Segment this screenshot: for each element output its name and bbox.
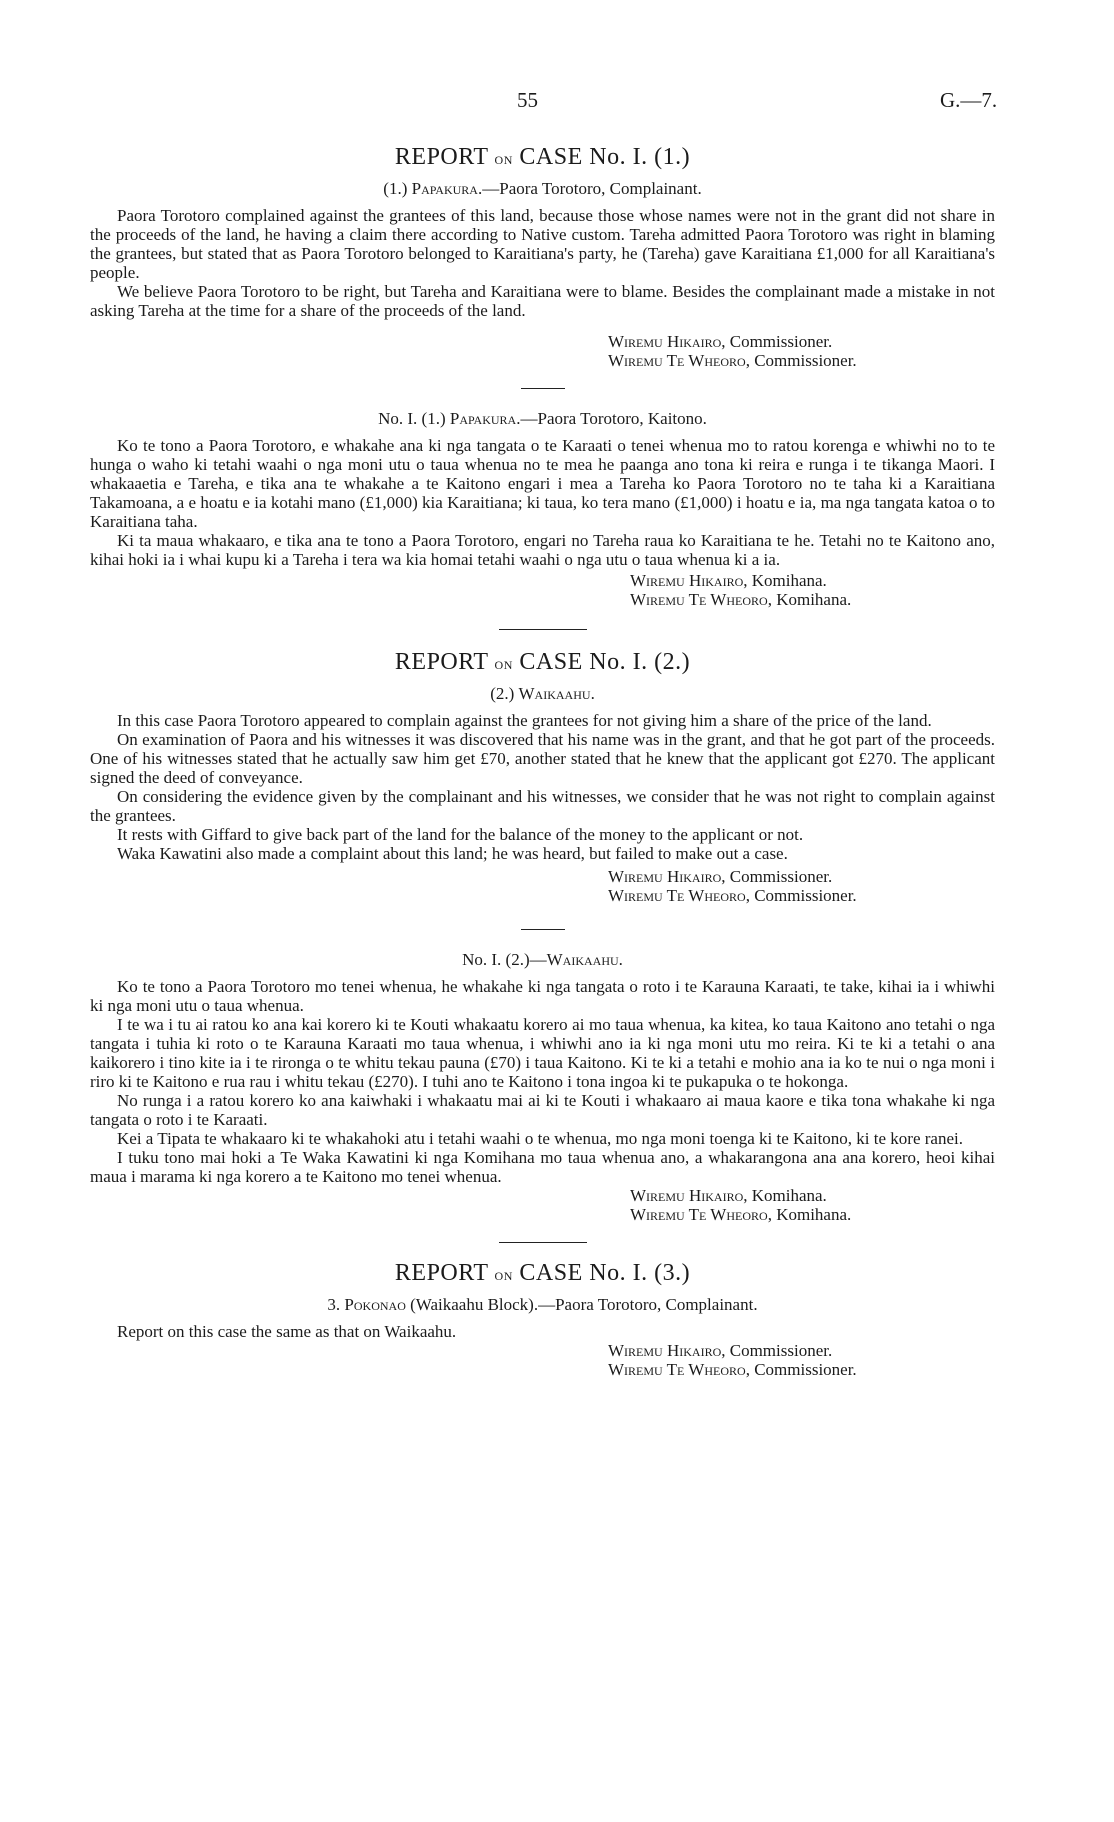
paragraph: On examination of Paora and his witnesses it was discovered that his name was in the grant, and that he got part of the proceeds. One of his witnesses stated that he actually saw him get £70, another stated that he knew that the applicant got £270. The applicant signed the deed of conveyance. xyxy=(90,730,995,787)
section-subtitle: (1.) Papakura.—Paora Torotoro, Complainant. xyxy=(383,179,702,198)
signature-line: Wiremu Hikairo, Commissioner. xyxy=(608,332,833,351)
maori-case-1-2 xyxy=(90,950,995,1224)
section-divider xyxy=(499,1242,587,1243)
section-divider xyxy=(521,929,565,930)
signature-line: Wiremu Te Wheoro, Komihana. xyxy=(630,590,852,609)
signature-line: Wiremu Hikairo, Commissioner. xyxy=(608,1341,833,1360)
section-subtitle: (2.) Waikaahu. xyxy=(490,684,595,703)
paragraph: Ko te tono a Paora Torotoro, e whakahe ana ki nga tangata o te Karaati o tenei whenua mo to ratou korenga e whiwhi no to te hunga o waho ki tetahi waahi o nga moni utu o taua whenua no te mea he paanga ano tona ki reira e runga i te tikanga Maori. I whakaaetia e Tareha, e tika ana te whakahe a te Kaitono engari i mea a Tareha ko Paora Torotoro no te taha ki a Karaitiana Takamoana, a e hoatu e ia kotahi mano (£1,000) kia Karaitiana; ki taua, ko tera mano (£1,000) i hoatu e ia, ma nga tangata katoa o to Karaitiana taha. xyxy=(90,436,995,531)
signature-line: Wiremu Hikairo, Komihana. xyxy=(630,571,827,590)
paragraph: Paora Torotoro complained against the grantees of this land, because those whose names were not in the grant did not share in the proceeds of the land, he having a claim there according to Native custom. Tareha admitted Paora Torotoro was right in blaming the grantees, but stated that as Paora Torotoro belonged to Karaitiana's party, he (Tareha) gave Karaitiana £1,000 for all Karaitiana's people. xyxy=(90,206,995,282)
signature-line: Wiremu Hikairo, Commissioner. xyxy=(608,867,833,886)
section-divider xyxy=(521,388,565,389)
page-number: 55 xyxy=(517,88,538,112)
section-title: REPORT on CASE No. I. (3.) xyxy=(394,1260,691,1286)
page-header xyxy=(0,88,1114,118)
paragraph: In this case Paora Torotoro appeared to complain against the grantees for not giving him a share of the price of the land. xyxy=(117,711,932,730)
paragraph: On considering the evidence given by the complainant and his witnesses, we consider that he was not right to complain against the grantees. xyxy=(90,787,995,825)
signature-line: Wiremu Te Wheoro, Komihana. xyxy=(630,1205,852,1224)
paragraph: I tuku tono mai hoki a Te Waka Kawatini ki nga Komihana mo taua whenua ano, a whakarangona ana ana korero, heoi kihai maua i marama ki nga korero a te Kaitono mo tenei whenua. xyxy=(90,1148,995,1186)
section-title: REPORT on CASE No. I. (2.) xyxy=(394,649,691,675)
maori-case-1-1 xyxy=(90,409,995,609)
document-reference: G.—7. xyxy=(940,88,998,112)
paragraph: No runga i a ratou korero ko ana kaiwhaki i whakaatu mai ai ki te Kouti i whakaaro ai maua kaore e tika tona whakahe ki nga tangata o roto i te Karaati. xyxy=(90,1091,995,1129)
paragraph: Ko te tono a Paora Torotoro mo tenei whenua, he whakahe ki nga tangata o roto i te Karauna Karaati, te take, kihai ia i whiwhi ki nga moni utu o taua whenua. xyxy=(90,977,995,1015)
paragraph: We believe Paora Torotoro to be right, but Tareha and Karaitiana were to blame. Besides the complainant made a mistake in not asking Tareha at the time for a share of the proceeds of the land. xyxy=(90,282,995,320)
paragraph: Report on this case the same as that on Waikaahu. xyxy=(117,1322,457,1341)
section-title: REPORT on CASE No. I. (1.) xyxy=(394,144,691,170)
paragraph: It rests with Giffard to give back part of the land for the balance of the money to the applicant or not. xyxy=(117,825,804,844)
document-body xyxy=(90,143,995,1379)
paragraph: Kei a Tipata te whakaaro ki te whakahoki atu i tetahi waahi o te whenua, mo nga moni toenga ki te Kaitono, ki te kore ranei. xyxy=(117,1129,963,1148)
signature-line: Wiremu Te Wheoro, Commissioner. xyxy=(608,886,857,905)
report-case-1-3 xyxy=(90,1259,995,1379)
section-subtitle: 3. Pokonao (Waikaahu Block).—Paora Torotoro, Complainant. xyxy=(327,1295,758,1314)
paragraph: Waka Kawatini also made a complaint about this land; he was heard, but failed to make out a case. xyxy=(117,844,788,863)
signature-line: Wiremu Te Wheoro, Commissioner. xyxy=(608,1360,857,1379)
section-subtitle: No. I. (1.) Papakura.—Paora Torotoro, Kaitono. xyxy=(378,409,707,428)
report-case-1-2 xyxy=(90,648,995,905)
paragraph: Ki ta maua whakaaro, e tika ana te tono a Paora Torotoro, engari no Tareha raua ko Karaitiana te he. Tetahi no te Kaitono ano, kihai hoki ia i whai kupu ki a Tareha i tera wa kia homai tetahi waahi o nga utu o taua whenua ki a ia. xyxy=(90,531,995,569)
section-subtitle: No. I. (2.)—Waikaahu. xyxy=(462,950,623,969)
section-divider xyxy=(499,629,587,630)
paragraph: I te wa i tu ai ratou ko ana kai korero ki te Kouti whakaatu korero ai mo taua whenua, ka kitea, ko taua Kaitono ano tetahi o nga tangata i tuhia ki roto o te Karauna Karaati mo taua whenua, i whiwhi ano ia ki nga moni utu mo reira. Ki te ki a tetahi o ana kaikorero i tino kite ia i te rironga o te whitu tekau pauna (£70) i taua Kaitono. Ki te ki a tetahi e mohio ana ia ko te nui o nga moni i riro ki te Kaitono e rua rau i whitu tekau (£270). I tuhi ano te Kaitono i tona ingoa ki te pukapuka o te hokonga. xyxy=(90,1015,995,1091)
signature-line: Wiremu Hikairo, Komihana. xyxy=(630,1186,827,1205)
signature-line: Wiremu Te Wheoro, Commissioner. xyxy=(608,351,857,370)
report-case-1-1 xyxy=(90,143,995,370)
